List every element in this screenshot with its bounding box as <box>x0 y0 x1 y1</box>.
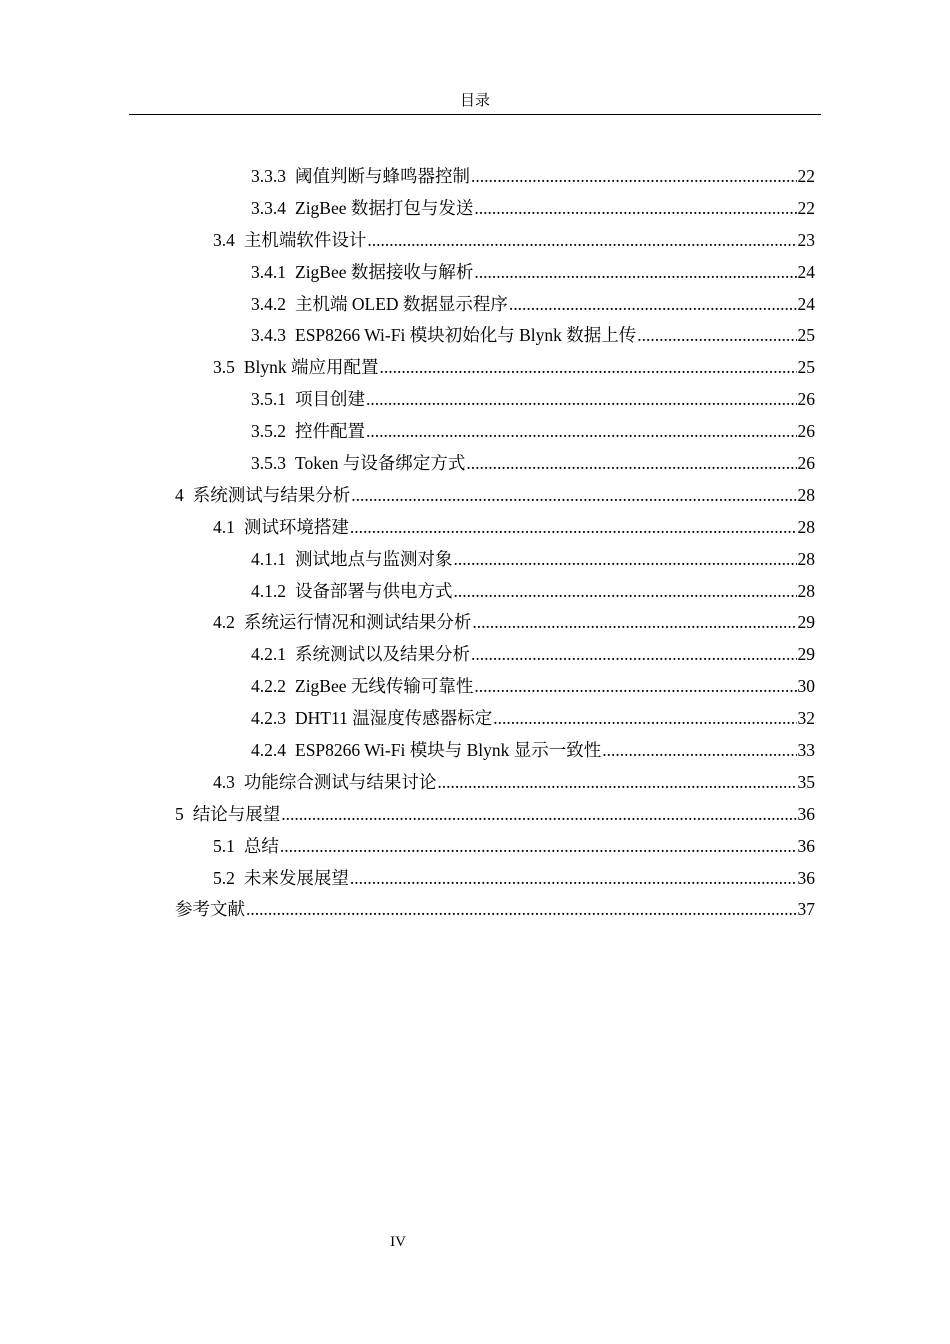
toc-entry-number: 5.2 <box>213 867 235 888</box>
toc-entry-page: 26 <box>797 452 815 473</box>
toc-entry-number: 3.5 <box>213 357 235 378</box>
toc-dot-leader <box>281 804 796 824</box>
toc-entry[interactable] <box>175 798 815 830</box>
toc-entry-title: ZigBee 数据接收与解析 <box>295 261 474 282</box>
toc-entry-title: ZigBee 数据打包与发送 <box>295 197 474 218</box>
toc-dot-leader <box>246 899 797 919</box>
toc-entry-page: 22 <box>797 197 815 218</box>
toc-entry-page: 37 <box>797 899 815 920</box>
toc-entry-number: 3.4 <box>213 229 235 250</box>
page-footer <box>0 1232 796 1252</box>
toc-entry-page: 25 <box>797 325 815 346</box>
toc-dot-leader <box>350 868 797 888</box>
toc-entry[interactable] <box>251 543 815 575</box>
toc-dot-leader <box>474 262 796 282</box>
toc-entry-page: 28 <box>797 548 815 569</box>
toc-entry-page: 23 <box>797 229 815 250</box>
toc-dot-leader <box>474 676 796 696</box>
toc-entry-page: 28 <box>797 580 815 601</box>
toc-entry-title: ESP8266 Wi-Fi 模块初始化与 Blynk 数据上传 <box>295 325 637 346</box>
toc-entry[interactable] <box>251 638 815 670</box>
toc-entry[interactable] <box>251 383 815 415</box>
toc-dot-leader <box>350 517 797 537</box>
toc-entry-page: 30 <box>797 676 815 697</box>
table-of-contents <box>0 160 950 925</box>
toc-entry-number: 3.4.2 <box>251 293 286 314</box>
toc-entry-title: 系统运行情况和测试结果分析 <box>243 612 472 633</box>
toc-entry-page: 22 <box>797 165 815 186</box>
toc-entry-number: 4.2 <box>213 612 235 633</box>
toc-entry-title: DHT11 温湿度传感器标定 <box>295 708 493 729</box>
toc-entry[interactable] <box>251 256 815 288</box>
toc-entry-page: 26 <box>797 421 815 442</box>
toc-entry[interactable] <box>175 479 815 511</box>
toc-entry[interactable] <box>213 830 815 862</box>
toc-entry[interactable] <box>251 447 815 479</box>
toc-entry-number: 3.5.2 <box>251 421 286 442</box>
toc-entry[interactable] <box>251 734 815 766</box>
header-title: 目录 <box>459 93 490 109</box>
toc-dot-leader <box>454 549 797 569</box>
toc-entry-number: 4.2.1 <box>251 644 286 665</box>
toc-entry-number: 4.2.2 <box>251 676 286 697</box>
toc-entry[interactable] <box>213 511 815 543</box>
toc-entry-title: Blynk 端应用配置 <box>243 357 379 378</box>
toc-entry[interactable] <box>213 224 815 256</box>
toc-entry-title: 测试地点与监测对象 <box>295 548 453 569</box>
toc-entry[interactable] <box>213 351 815 383</box>
toc-dot-leader <box>366 421 797 441</box>
toc-entry-number: 4.1 <box>213 516 235 537</box>
toc-entry-title: 参考文献 <box>175 899 245 920</box>
toc-entry-title: 主机端软件设计 <box>243 229 367 250</box>
toc-entry-number: 3.5.3 <box>251 452 286 473</box>
toc-entry-title: 未来发展展望 <box>243 867 349 888</box>
toc-entry-number: 4.1.2 <box>251 580 286 601</box>
toc-dot-leader <box>367 230 796 250</box>
toc-entry-page: 33 <box>797 739 815 760</box>
toc-entry-page: 36 <box>797 867 815 888</box>
toc-dot-leader <box>454 581 797 601</box>
toc-entry[interactable] <box>251 319 815 351</box>
toc-dot-leader <box>466 453 796 473</box>
toc-entry[interactable] <box>251 160 815 192</box>
toc-entry-title: 设备部署与供电方式 <box>295 580 453 601</box>
toc-entry-number: 3.3.4 <box>251 197 286 218</box>
toc-entry-title: 主机端 OLED 数据显示程序 <box>295 293 508 314</box>
toc-entry-number: 3.5.1 <box>251 389 286 410</box>
toc-entry-title: 控件配置 <box>295 421 365 442</box>
toc-entry-title: 阈值判断与蜂鸣器控制 <box>295 165 470 186</box>
toc-entry-page: 29 <box>797 612 815 633</box>
toc-entry-number: 4.2.4 <box>251 739 286 760</box>
toc-entry-number: 3.3.3 <box>251 165 286 186</box>
toc-entry-title: 系统测试以及结果分析 <box>295 644 470 665</box>
toc-entry-page: 29 <box>797 644 815 665</box>
toc-entry-page: 32 <box>797 708 815 729</box>
toc-dot-leader <box>474 198 796 218</box>
toc-dot-leader <box>471 644 797 664</box>
toc-dot-leader <box>380 357 797 377</box>
toc-entry-title: 结论与展望 <box>192 803 281 824</box>
toc-entry[interactable] <box>251 702 815 734</box>
toc-entry-number: 4.1.1 <box>251 548 286 569</box>
toc-entry-page: 36 <box>797 803 815 824</box>
toc-dot-leader <box>472 612 796 632</box>
toc-entry-number: 5 <box>175 803 184 824</box>
toc-entry-title: 系统测试与结果分析 <box>192 484 351 505</box>
toc-entry[interactable] <box>251 415 815 447</box>
toc-entry[interactable] <box>213 766 815 798</box>
page-number: IV <box>390 1234 406 1250</box>
toc-dot-leader <box>351 485 796 505</box>
toc-entry-number: 3.4.3 <box>251 325 286 346</box>
toc-entry-title: Token 与设备绑定方式 <box>295 452 466 473</box>
toc-entry-number: 4 <box>175 484 184 505</box>
toc-entry[interactable] <box>213 606 815 638</box>
toc-entry-title: 功能综合测试与结果讨论 <box>243 771 437 792</box>
toc-entry-page: 35 <box>797 771 815 792</box>
toc-entry[interactable] <box>251 575 815 607</box>
toc-entry[interactable] <box>251 192 815 224</box>
toc-dot-leader <box>280 836 797 856</box>
toc-entry[interactable] <box>251 288 815 320</box>
toc-dot-leader <box>637 325 796 345</box>
toc-entry-page: 28 <box>797 516 815 537</box>
toc-entry-title: 项目创建 <box>295 389 365 410</box>
toc-dot-leader <box>366 389 797 409</box>
toc-entry-page: 28 <box>797 484 815 505</box>
toc-entry-page: 26 <box>797 389 815 410</box>
toc-entry[interactable] <box>213 862 815 894</box>
toc-entry[interactable] <box>175 893 815 925</box>
toc-entry-title: 总结 <box>243 835 279 856</box>
toc-entry-number: 5.1 <box>213 835 235 856</box>
toc-dot-leader <box>471 166 797 186</box>
toc-entry-number: 4.3 <box>213 771 235 792</box>
toc-entry-page: 25 <box>797 357 815 378</box>
toc-entry-number: 4.2.3 <box>251 708 286 729</box>
toc-entry-title: ZigBee 无线传输可靠性 <box>295 676 474 697</box>
toc-entry-number: 3.4.1 <box>251 261 286 282</box>
toc-dot-leader <box>602 740 796 760</box>
toc-dot-leader <box>437 772 796 792</box>
toc-entry[interactable] <box>251 670 815 702</box>
toc-entry-page: 24 <box>797 293 815 314</box>
toc-entry-page: 24 <box>797 261 815 282</box>
toc-entry-page: 36 <box>797 835 815 856</box>
toc-dot-leader <box>493 708 796 728</box>
page-header <box>129 90 821 115</box>
toc-entry-title: ESP8266 Wi-Fi 模块与 Blynk 显示一致性 <box>295 739 602 760</box>
toc-entry-title: 测试环境搭建 <box>243 516 349 537</box>
toc-dot-leader <box>509 294 797 314</box>
